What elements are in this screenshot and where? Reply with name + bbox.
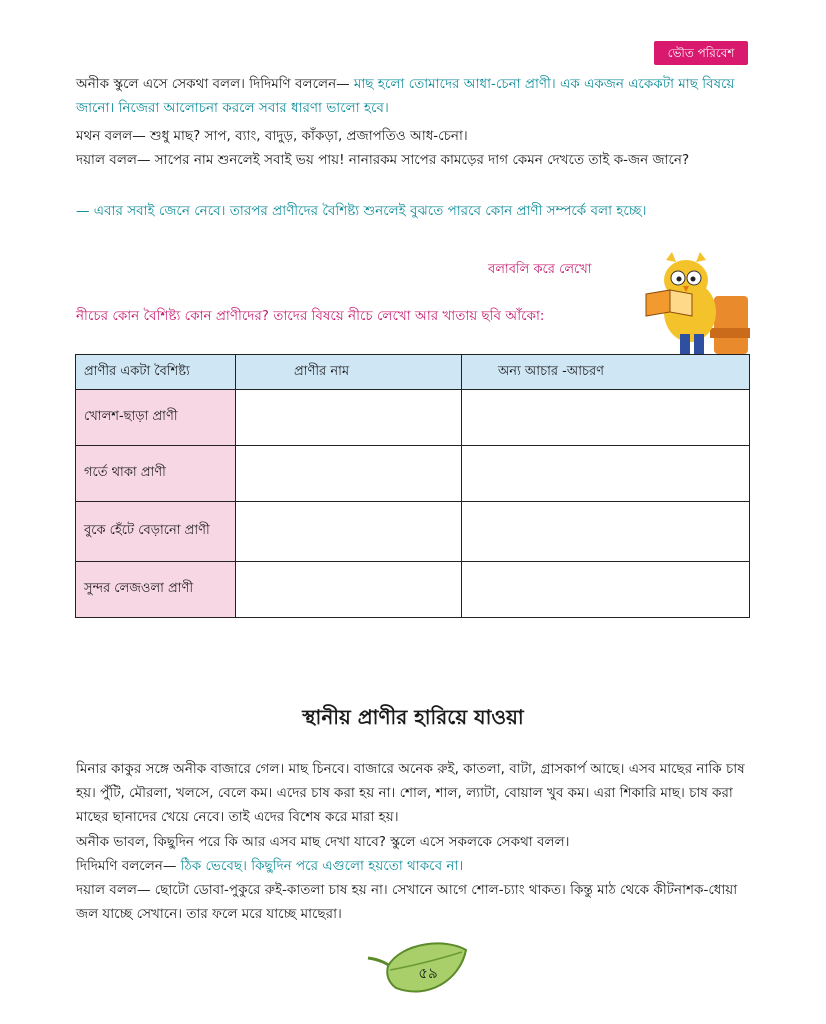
header-behaviour: অন্য আচার -আচরণ bbox=[462, 355, 750, 390]
chapter-badge: ভৌত পরিবেশ bbox=[654, 41, 748, 65]
table-row bbox=[76, 562, 750, 618]
behaviour-cell bbox=[462, 502, 750, 562]
activity-table bbox=[75, 354, 749, 618]
row-feature: সুন্দর লেজওলা প্রাণী bbox=[76, 562, 236, 618]
section-paragraph-4: দয়াল বলল— ছোটো ডোবা-পুকুরে রুই-কাতলা চাষ হয় না। সেখানে আগে শোল-চ্যাং থাকত। কিন্তু মাঠ থেকে কীটনাশক-ধোয়া জল যাচ্ছে সেখানে। তার ফলে মরে যাচ্ছে মাছেরা। bbox=[76, 882, 738, 922]
table-row bbox=[76, 446, 750, 502]
section-paragraph-2: অনীক ভাবল, কিছুদিন পরে কি আর এসব মাছ দেখা যাবে? স্কুলে এসে সকলকে সেকথা বলল। bbox=[76, 834, 570, 850]
animal-name-cell bbox=[236, 562, 462, 618]
intro-paragraph-4: — এবার সবাই জেনে নেবে। তারপর প্রাণীদের বৈশিষ্ট্য শুনলেই বুঝতে পারবে কোন প্রাণী সম্পর্কে বলা হচ্ছে। bbox=[76, 203, 647, 219]
teacher-speech: মাছ হলো তোমাদের আধা-চেনা প্রাণী। এক একজন একেকটা মাছ বিষয়ে জানো। নিজেরা আলোচনা করলে সবার ধারণা ভালো হবে। bbox=[76, 76, 735, 116]
animal-name-cell bbox=[236, 502, 462, 562]
intro-paragraph-3: দয়াল বলল— সাপের নাম শুনলেই সবাই ভয় পায়! নানারকম সাপের কামড়ের দাগ কেমন দেখতে তাই ক-জন জানে? bbox=[76, 152, 690, 168]
section-paragraph-3 bbox=[76, 854, 756, 878]
animal-name-cell bbox=[236, 446, 462, 502]
teacher-speech: ঠিক ভেবেছ। কিছুদিন পরে এগুলো হয়তো থাকবে না। bbox=[180, 858, 464, 874]
leaf-page-number-icon bbox=[362, 936, 470, 1002]
activity-heading: বলাবলি করে লেখো bbox=[488, 262, 592, 277]
row-feature: খোলশ-ছাড়া প্রাণী bbox=[76, 390, 236, 446]
behaviour-cell bbox=[462, 446, 750, 502]
speaker-text: দিদিমণি বললেন— bbox=[76, 858, 181, 874]
section-title: স্থানীয় প্রাণীর হারিয়ে যাওয়া bbox=[302, 705, 524, 729]
row-feature: গর্তে থাকা প্রাণী bbox=[76, 446, 236, 502]
intro-text: অনীক স্কুলে এসে সেকথা বলল। দিদিমণি বললেন— bbox=[76, 76, 354, 92]
animal-name-cell bbox=[236, 390, 462, 446]
intro-paragraph-1 bbox=[76, 72, 756, 120]
section-paragraph-1: মিনার কাকুর সঙ্গে অনীক বাজারে গেল। মাছ চিনবে। বাজারে অনেক রুই, কাতলা, বাটা, গ্রাসকার্প আছে। এসব মাছের নাকি চাষ হয়। পুঁটি, মৌরলা, খলসে, বেলে কম। এদের চাষ করা হয় না। শোল, শাল, ল্যাটা, বোয়াল খুব কম। এরা শিকারি মাছ। চাষ করা মাছের ছানাদের খেয়ে নেবে। তাই এদের বিশেষ করে মারা হয়। bbox=[76, 761, 745, 825]
activity-instruction: নীচের কোন বৈশিষ্ট্য কোন প্রাণীদের? তাদের বিষয়ে নীচে লেখো আর খাতায় ছবি আঁকো: bbox=[76, 308, 545, 324]
intro-paragraph-2: মথন বলল— শুধু মাছ? সাপ, ব্যাং, বাদুড়, কাঁকড়া, প্রজাপতিও আধ-চেনা। bbox=[76, 128, 468, 144]
row-feature: বুকে হেঁটে বেড়ানো প্রাণী bbox=[76, 502, 236, 562]
header-feature: প্রাণীর একটা বৈশিষ্ট্য bbox=[76, 355, 236, 390]
header-animal-name: প্রাণীর নাম bbox=[236, 355, 462, 390]
table-row bbox=[76, 390, 750, 446]
behaviour-cell bbox=[462, 390, 750, 446]
table-header-row bbox=[76, 355, 750, 390]
behaviour-cell bbox=[462, 562, 750, 618]
table-row bbox=[76, 502, 750, 562]
page-number: ৫৯ bbox=[418, 964, 438, 982]
